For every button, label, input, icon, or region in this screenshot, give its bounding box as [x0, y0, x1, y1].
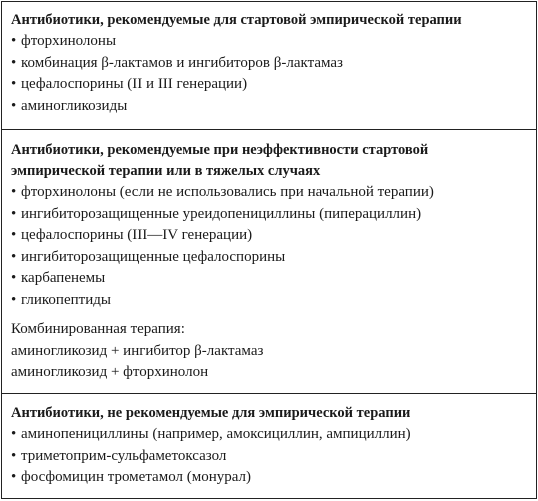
bullet-icon: •	[11, 270, 17, 286]
list-item: • комбинация β-лактамов и ингибиторов β-лактамаз	[11, 53, 536, 75]
combined-therapy-item: аминогликозид + ингибитор β-лактамаз	[11, 342, 264, 359]
section-heading: Антибиотики, не рекомендуемые для эмпирической терапии	[11, 405, 411, 421]
combined-therapy-title: Комбинированная терапия:	[11, 321, 185, 337]
bullet-icon: •	[11, 33, 17, 49]
bullet-icon: •	[11, 205, 17, 222]
section-not-recommended	[2, 394, 536, 500]
item-list	[11, 31, 536, 117]
bullet-icon: •	[11, 426, 17, 442]
bullet-icon: •	[11, 227, 17, 243]
item-list	[11, 182, 536, 311]
section-ineffective-therapy	[2, 130, 536, 394]
list-item: • цефалоспорины (II и III генерации)	[11, 74, 536, 96]
list-item: • гликопептиды	[11, 290, 536, 312]
bullet-icon: •	[11, 184, 17, 200]
bullet-icon: •	[11, 447, 17, 464]
combined-therapy	[11, 319, 536, 384]
combined-therapy-item: аминогликозид + фторхинолон	[11, 364, 209, 380]
list-item: • фторхинолоны (если не использовались при начальной терапии)	[11, 182, 536, 204]
bullet-icon: •	[11, 248, 17, 265]
bullet-icon: •	[11, 291, 17, 308]
section-starting-therapy	[2, 2, 536, 130]
list-item: • фосфомицин трометамол (монурал)	[11, 467, 536, 489]
list-item: • цефалоспорины (III—IV генерации)	[11, 225, 536, 247]
list-item: • триметоприм-сульфаметоксазол	[11, 446, 536, 468]
list-item: • аминогликозиды	[11, 96, 536, 118]
list-item: • ингибиторозащищенные цефалоспорины	[11, 247, 536, 269]
list-item: • карбапенемы	[11, 268, 536, 290]
list-item: • ингибиторозащищенные уреидопенициллины (пиперациллин)	[11, 204, 536, 226]
bullet-icon: •	[11, 54, 17, 71]
item-list	[11, 424, 536, 489]
list-item: • фторхинолоны	[11, 31, 536, 53]
bullet-icon: •	[11, 76, 17, 92]
section-heading	[11, 130, 536, 182]
section-heading: Антибиотики, рекомендуемые для стартовой эмпирической терапии	[11, 12, 462, 28]
antibiotics-table	[1, 1, 537, 499]
section-heading-line: эмпирической терапии или в тяжелых случаях	[11, 163, 321, 179]
bullet-icon: •	[11, 469, 17, 485]
list-item: • аминопенициллины (например, амоксициллин, ампициллин)	[11, 424, 536, 446]
bullet-icon: •	[11, 97, 17, 114]
section-heading-line: Антибиотики, рекомендуемые при неэффективности стартовой	[11, 142, 429, 158]
